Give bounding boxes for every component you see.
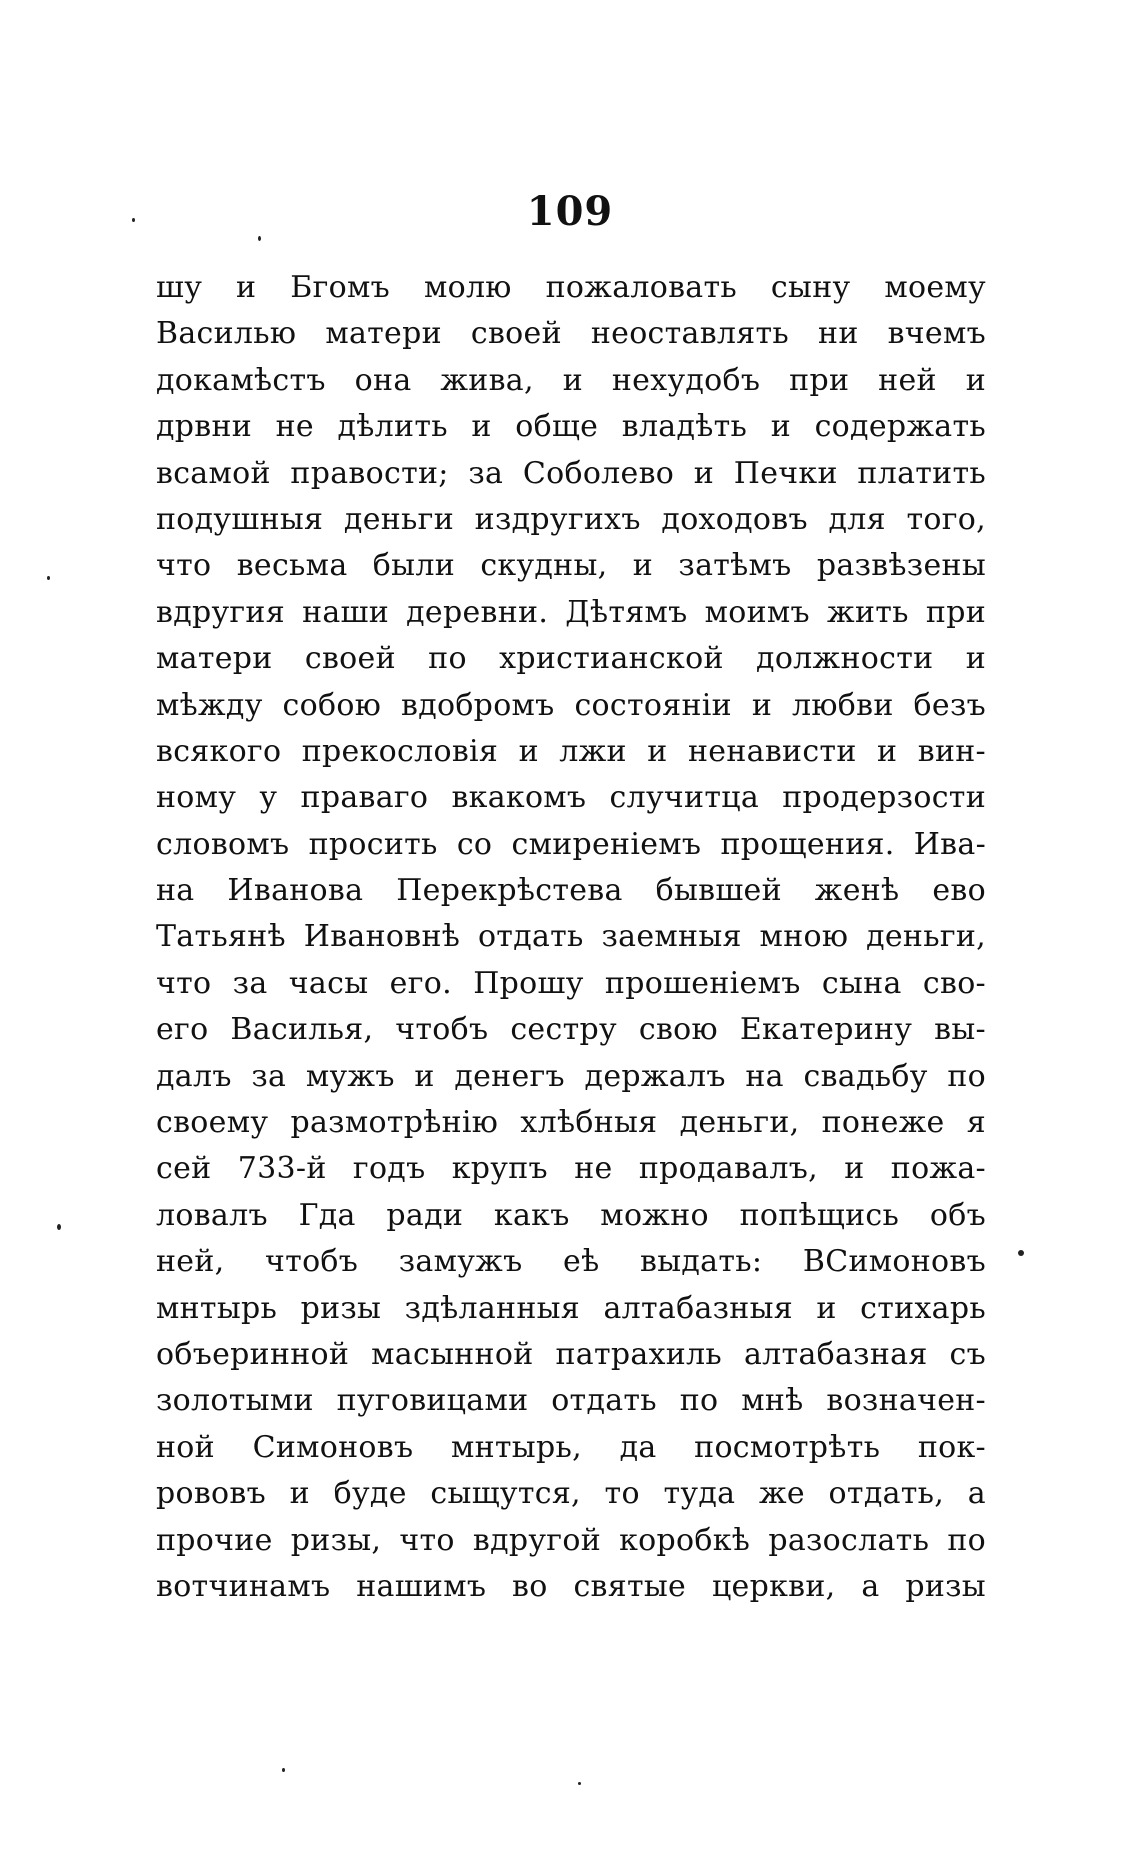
- text-line: его Василья, чтобъ сестру свою Екатерину вы-: [156, 1012, 986, 1048]
- text-line: всамой правости; за Соболево и Печки платить: [156, 455, 986, 491]
- text-line: что весьма были скудны, и затѣмъ развѣзены: [156, 548, 986, 584]
- text-line: на Иванова Перекрѣстева бывшей женѣ ево: [156, 873, 986, 909]
- text-line: дрвни не дѣлить и обще владѣть и содержать: [156, 409, 986, 445]
- scan-speck: [258, 236, 261, 241]
- text-line: всякого прекословія и лжи и ненависти и вин-: [156, 733, 986, 769]
- text-line: прочие ризы, что вдругой коробкѣ разослать по: [156, 1522, 986, 1558]
- scan-speck: [132, 218, 135, 222]
- text-line: вдругия наши деревни. Дѣтямъ моимъ жить при: [156, 594, 986, 630]
- text-line: ловалъ Гда ради какъ можно попѣщись объ: [156, 1197, 986, 1233]
- text-line: ной Симоновъ мнтырь, да посмотрѣть пок-: [156, 1429, 986, 1465]
- scan-speck: [1018, 1250, 1024, 1256]
- text-line: своему размотрѣнію хлѣбныя деньги, понеже я: [156, 1105, 986, 1141]
- text-line: что за часы его. Прошу прошеніемъ сына сво-: [156, 965, 986, 1001]
- text-line: шу и Бгомъ молю пожаловать сыну моему: [156, 270, 986, 305]
- text-line: объеринной масынной патрахиль алтабазная съ: [156, 1336, 986, 1372]
- text-line: вотчинамъ нашимъ во святые церкви, а ризы: [156, 1568, 986, 1604]
- text-line: докамѣстъ она жива, и нехудобъ при ней и: [156, 362, 986, 398]
- text-line: ному у праваго вкакомъ случитца продерзости: [156, 780, 986, 816]
- scan-speck: [47, 576, 50, 580]
- text-line: рововъ и буде сыщутся, то туда же отдать, а: [156, 1476, 986, 1512]
- text-line: матери своей по христианской должности и: [156, 641, 986, 677]
- scan-speck: [578, 1782, 581, 1785]
- text-line: золотыми пуговицами отдать по мнѣ возначен-: [156, 1383, 986, 1419]
- text-line: Татьянѣ Ивановнѣ отдать заемныя мною деньги,: [156, 919, 986, 955]
- text-line: ней, чтобъ замужъ еѣ выдать: ВСимоновъ: [156, 1244, 986, 1280]
- text-line: мнтырь ризы здѣланныя алтабазныя и стихарь: [156, 1290, 986, 1326]
- page-number: 109: [526, 188, 614, 235]
- scan-speck: [282, 1768, 285, 1772]
- text-line: сей 733-й годъ крупъ не продавалъ, и пожа-: [156, 1151, 986, 1187]
- scan-speck: [57, 1224, 61, 1230]
- text-line: словомъ просить со смиреніемъ прощения. Ива-: [156, 826, 986, 862]
- text-line: Василью матери своей неоставлять ни вчемъ: [156, 316, 986, 352]
- body-text: [156, 265, 986, 1610]
- text-line: далъ за мужъ и денегъ держалъ на свадьбу по: [156, 1058, 986, 1094]
- text-line: мѣжду собою вдобромъ состояніи и любви безъ: [156, 687, 986, 723]
- text-line: подушныя деньги издругихъ доходовъ для того,: [156, 501, 986, 537]
